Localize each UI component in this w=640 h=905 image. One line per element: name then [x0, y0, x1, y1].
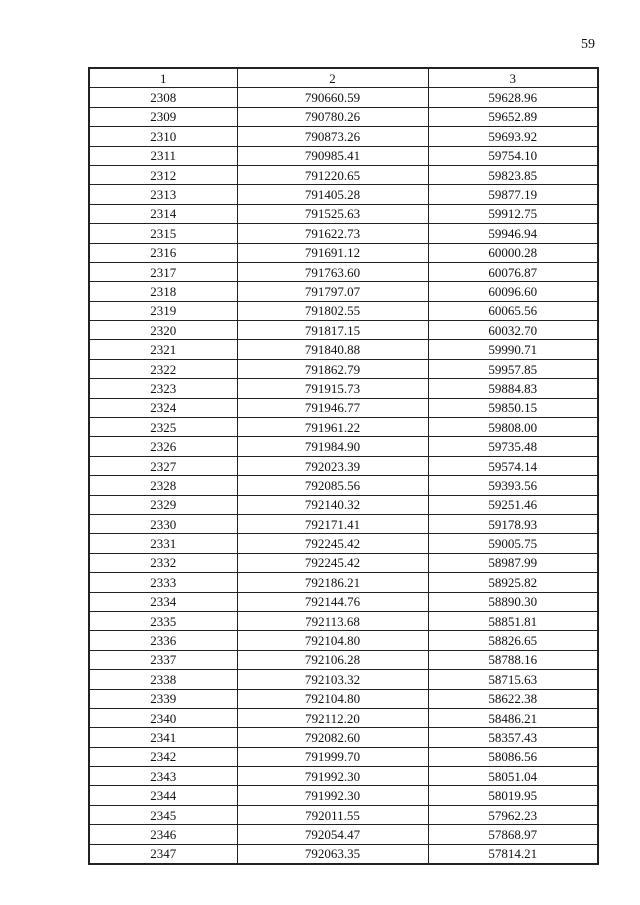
- table-row: [89, 340, 598, 359]
- table-row: [89, 262, 598, 281]
- y-coordinate-cell: 58890.30: [428, 592, 598, 611]
- table-row: [89, 670, 598, 689]
- point-number-cell: 2335: [89, 611, 237, 630]
- x-coordinate-cell: 790660.59: [237, 88, 428, 107]
- point-number-cell: 2346: [89, 825, 237, 844]
- table-row: [89, 708, 598, 727]
- y-coordinate-cell: 58357.43: [428, 728, 598, 747]
- y-coordinate-cell: 59884.83: [428, 379, 598, 398]
- y-coordinate-cell: 60076.87: [428, 262, 598, 281]
- point-number-cell: 2317: [89, 262, 237, 281]
- y-coordinate-cell: 59957.85: [428, 359, 598, 378]
- x-coordinate-cell: 791802.55: [237, 301, 428, 320]
- point-number-cell: 2314: [89, 204, 237, 223]
- y-coordinate-cell: 59912.75: [428, 204, 598, 223]
- y-coordinate-cell: 59877.19: [428, 185, 598, 204]
- x-coordinate-cell: 791946.77: [237, 398, 428, 417]
- point-number-cell: 2334: [89, 592, 237, 611]
- table-row: [89, 321, 598, 340]
- x-coordinate-cell: 791691.12: [237, 243, 428, 262]
- point-number-cell: 2319: [89, 301, 237, 320]
- y-coordinate-cell: 59693.92: [428, 127, 598, 146]
- y-coordinate-cell: 58019.95: [428, 786, 598, 805]
- y-coordinate-cell: 58622.38: [428, 689, 598, 708]
- y-coordinate-cell: 58715.63: [428, 670, 598, 689]
- point-number-cell: 2316: [89, 243, 237, 262]
- y-coordinate-cell: 60065.56: [428, 301, 598, 320]
- table-row: [89, 107, 598, 126]
- y-coordinate-cell: 59990.71: [428, 340, 598, 359]
- x-coordinate-cell: 792011.55: [237, 805, 428, 824]
- x-coordinate-cell: 790780.26: [237, 107, 428, 126]
- table-row: [89, 456, 598, 475]
- table-row: [89, 786, 598, 805]
- table-row: [89, 689, 598, 708]
- page-number: 59: [581, 37, 595, 52]
- x-coordinate-cell: 792245.42: [237, 553, 428, 572]
- x-coordinate-cell: 791763.60: [237, 262, 428, 281]
- y-coordinate-cell: 59652.89: [428, 107, 598, 126]
- x-coordinate-cell: 792104.80: [237, 631, 428, 650]
- y-coordinate-cell: 58851.81: [428, 611, 598, 630]
- y-coordinate-cell: 60096.60: [428, 282, 598, 301]
- table-row: [89, 631, 598, 650]
- column-header: 3: [428, 68, 598, 88]
- table-row: [89, 224, 598, 243]
- x-coordinate-cell: 792106.28: [237, 650, 428, 669]
- x-coordinate-cell: 790873.26: [237, 127, 428, 146]
- point-number-cell: 2332: [89, 553, 237, 572]
- point-number-cell: 2308: [89, 88, 237, 107]
- x-coordinate-cell: 791405.28: [237, 185, 428, 204]
- point-number-cell: 2329: [89, 495, 237, 514]
- table-row: [89, 553, 598, 572]
- table-row: [89, 514, 598, 533]
- point-number-cell: 2326: [89, 437, 237, 456]
- x-coordinate-cell: 791797.07: [237, 282, 428, 301]
- x-coordinate-cell: 791984.90: [237, 437, 428, 456]
- y-coordinate-cell: 59005.75: [428, 534, 598, 553]
- point-number-cell: 2320: [89, 321, 237, 340]
- y-coordinate-cell: 58925.82: [428, 573, 598, 592]
- y-coordinate-cell: 59178.93: [428, 514, 598, 533]
- point-number-cell: 2324: [89, 398, 237, 417]
- table-header: [89, 68, 598, 88]
- table-row: [89, 127, 598, 146]
- point-number-cell: 2315: [89, 224, 237, 243]
- point-number-cell: 2322: [89, 359, 237, 378]
- point-number-cell: 2342: [89, 747, 237, 766]
- x-coordinate-cell: 792113.68: [237, 611, 428, 630]
- point-number-cell: 2331: [89, 534, 237, 553]
- point-number-cell: 2311: [89, 146, 237, 165]
- y-coordinate-cell: 59251.46: [428, 495, 598, 514]
- point-number-cell: 2309: [89, 107, 237, 126]
- table-row: [89, 728, 598, 747]
- y-coordinate-cell: 58826.65: [428, 631, 598, 650]
- point-number-cell: 2321: [89, 340, 237, 359]
- y-coordinate-cell: 58086.56: [428, 747, 598, 766]
- point-number-cell: 2340: [89, 708, 237, 727]
- coordinates-table: [88, 67, 599, 865]
- y-coordinate-cell: 57962.23: [428, 805, 598, 824]
- column-header: 2: [237, 68, 428, 88]
- table-row: [89, 747, 598, 766]
- table-row: [89, 476, 598, 495]
- point-number-cell: 2327: [89, 456, 237, 475]
- x-coordinate-cell: 792063.35: [237, 844, 428, 864]
- point-number-cell: 2344: [89, 786, 237, 805]
- y-coordinate-cell: 59850.15: [428, 398, 598, 417]
- table-row: [89, 301, 598, 320]
- point-number-cell: 2338: [89, 670, 237, 689]
- table-row: [89, 825, 598, 844]
- x-coordinate-cell: 792085.56: [237, 476, 428, 495]
- x-coordinate-cell: 791622.73: [237, 224, 428, 243]
- y-coordinate-cell: 57814.21: [428, 844, 598, 864]
- table-row: [89, 592, 598, 611]
- table-row: [89, 165, 598, 184]
- table-row: [89, 398, 598, 417]
- point-number-cell: 2328: [89, 476, 237, 495]
- table-row: [89, 495, 598, 514]
- point-number-cell: 2337: [89, 650, 237, 669]
- table-row: [89, 767, 598, 786]
- x-coordinate-cell: 792082.60: [237, 728, 428, 747]
- y-coordinate-cell: 60032.70: [428, 321, 598, 340]
- table-row: [89, 611, 598, 630]
- x-coordinate-cell: 791817.15: [237, 321, 428, 340]
- table-row: [89, 805, 598, 824]
- x-coordinate-cell: 792103.32: [237, 670, 428, 689]
- x-coordinate-cell: 792023.39: [237, 456, 428, 475]
- table-row: [89, 146, 598, 165]
- point-number-cell: 2313: [89, 185, 237, 204]
- table-row: [89, 844, 598, 864]
- x-coordinate-cell: 791961.22: [237, 418, 428, 437]
- y-coordinate-cell: 58486.21: [428, 708, 598, 727]
- point-number-cell: 2339: [89, 689, 237, 708]
- x-coordinate-cell: 792171.41: [237, 514, 428, 533]
- point-number-cell: 2323: [89, 379, 237, 398]
- point-number-cell: 2325: [89, 418, 237, 437]
- x-coordinate-cell: 792144.76: [237, 592, 428, 611]
- header-row: [89, 68, 598, 88]
- table-row: [89, 379, 598, 398]
- point-number-cell: 2330: [89, 514, 237, 533]
- x-coordinate-cell: 790985.41: [237, 146, 428, 165]
- column-header: 1: [89, 68, 237, 88]
- point-number-cell: 2341: [89, 728, 237, 747]
- y-coordinate-cell: 60000.28: [428, 243, 598, 262]
- table-row: [89, 185, 598, 204]
- y-coordinate-cell: 59574.14: [428, 456, 598, 475]
- y-coordinate-cell: 59823.85: [428, 165, 598, 184]
- table-row: [89, 204, 598, 223]
- x-coordinate-cell: 791840.88: [237, 340, 428, 359]
- x-coordinate-cell: 791220.65: [237, 165, 428, 184]
- x-coordinate-cell: 792112.20: [237, 708, 428, 727]
- point-number-cell: 2312: [89, 165, 237, 184]
- y-coordinate-cell: 59946.94: [428, 224, 598, 243]
- table-row: [89, 573, 598, 592]
- table-row: [89, 88, 598, 107]
- table-body: [89, 88, 598, 864]
- table-row: [89, 243, 598, 262]
- x-coordinate-cell: 792245.42: [237, 534, 428, 553]
- x-coordinate-cell: 792186.21: [237, 573, 428, 592]
- table-row: [89, 437, 598, 456]
- point-number-cell: 2347: [89, 844, 237, 864]
- y-coordinate-cell: 59393.56: [428, 476, 598, 495]
- table-row: [89, 359, 598, 378]
- y-coordinate-cell: 58788.16: [428, 650, 598, 669]
- y-coordinate-cell: 58987.99: [428, 553, 598, 572]
- y-coordinate-cell: 59735.48: [428, 437, 598, 456]
- x-coordinate-cell: 791992.30: [237, 767, 428, 786]
- x-coordinate-cell: 791915.73: [237, 379, 428, 398]
- x-coordinate-cell: 791992.30: [237, 786, 428, 805]
- table-row: [89, 650, 598, 669]
- x-coordinate-cell: 792104.80: [237, 689, 428, 708]
- y-coordinate-cell: 59808.00: [428, 418, 598, 437]
- y-coordinate-cell: 58051.04: [428, 767, 598, 786]
- point-number-cell: 2333: [89, 573, 237, 592]
- point-number-cell: 2336: [89, 631, 237, 650]
- table-row: [89, 418, 598, 437]
- y-coordinate-cell: 59754.10: [428, 146, 598, 165]
- x-coordinate-cell: 791525.63: [237, 204, 428, 223]
- point-number-cell: 2310: [89, 127, 237, 146]
- x-coordinate-cell: 791999.70: [237, 747, 428, 766]
- point-number-cell: 2343: [89, 767, 237, 786]
- y-coordinate-cell: 59628.96: [428, 88, 598, 107]
- x-coordinate-cell: 791862.79: [237, 359, 428, 378]
- x-coordinate-cell: 792054.47: [237, 825, 428, 844]
- x-coordinate-cell: 792140.32: [237, 495, 428, 514]
- table-row: [89, 282, 598, 301]
- point-number-cell: 2318: [89, 282, 237, 301]
- table-row: [89, 534, 598, 553]
- point-number-cell: 2345: [89, 805, 237, 824]
- y-coordinate-cell: 57868.97: [428, 825, 598, 844]
